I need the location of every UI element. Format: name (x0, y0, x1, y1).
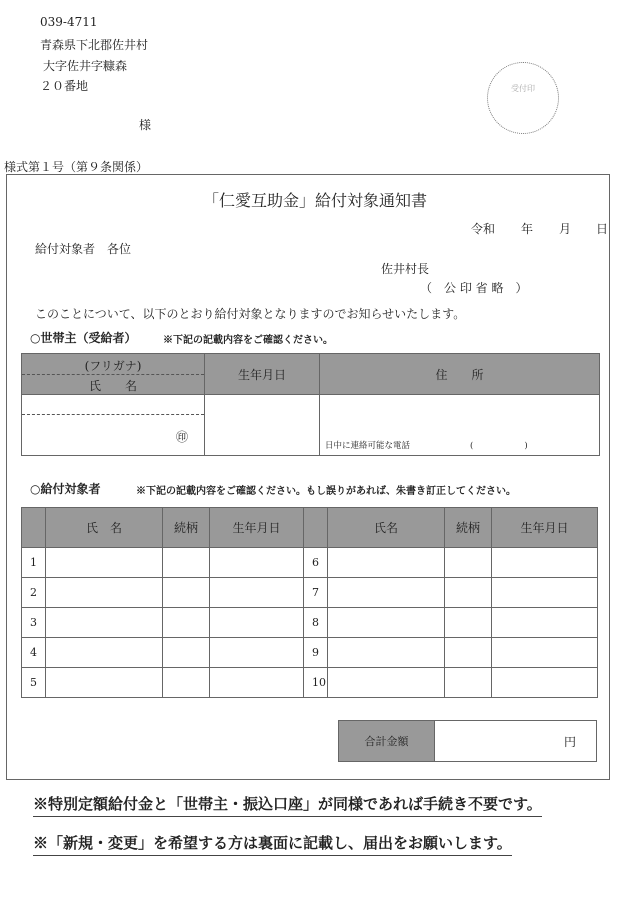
relation-cell[interactable] (445, 548, 492, 578)
relation-cell[interactable] (163, 668, 210, 698)
householder-heading: ○世帯主（受給者） (30, 331, 137, 345)
row-number: 6 (304, 548, 328, 578)
date-era: 令和 (471, 222, 496, 236)
relation-cell[interactable] (163, 578, 210, 608)
seal-mark: ㊞ (175, 430, 188, 444)
col-header-birthdate-left: 生年月日 (210, 508, 304, 548)
relation-cell[interactable] (445, 578, 492, 608)
phone-label: 日中に連絡可能な電話 (325, 441, 411, 451)
name-cell[interactable] (328, 638, 445, 668)
issuer-name: 佐井村長 (381, 262, 430, 276)
name-entry-cell[interactable] (22, 395, 205, 456)
row-number: 4 (22, 638, 46, 668)
address-line-2: 大字佐井字糠森 (43, 59, 128, 73)
address-header: 住 所 (320, 354, 600, 395)
relation-cell[interactable] (445, 608, 492, 638)
total-label: 合計金額 (339, 721, 435, 762)
beneficiaries-heading: ○給付対象者 (30, 482, 101, 496)
relation-cell[interactable] (445, 668, 492, 698)
birthdate-cell[interactable] (492, 638, 598, 668)
date-year: 年 (521, 222, 534, 236)
intro-text: このことについて、以下のとおり給付対象となりますのでお知らせいたします。 (35, 307, 466, 321)
col-header-relation-right: 続柄 (445, 508, 492, 548)
name-cell[interactable] (46, 668, 163, 698)
furigana-divider (22, 414, 204, 415)
table-row (22, 668, 598, 698)
form-number-label: 様式第１号（第９条関係） (4, 160, 149, 174)
row-number: 7 (304, 578, 328, 608)
householder-table (21, 353, 600, 456)
beneficiaries-table (21, 507, 598, 698)
reception-stamp-circle: 受付印 (487, 62, 559, 134)
birthdate-cell[interactable] (210, 548, 304, 578)
header-divider (22, 374, 204, 375)
name-cell[interactable] (46, 608, 163, 638)
householder-note: ※下記の記載内容をご確認ください。 (163, 335, 333, 346)
name-cell[interactable] (46, 548, 163, 578)
table-row (22, 638, 598, 668)
row-number: 9 (304, 638, 328, 668)
col-header-relation-left: 続柄 (163, 508, 210, 548)
relation-cell[interactable] (445, 638, 492, 668)
relation-cell[interactable] (163, 548, 210, 578)
birthdate-cell[interactable] (492, 548, 598, 578)
relation-cell[interactable] (163, 608, 210, 638)
birthdate-cell[interactable] (492, 668, 598, 698)
address-line-3: ２０番地 (40, 79, 89, 93)
name-cell[interactable] (46, 578, 163, 608)
seal-omitted-note: （ 公 印 省 略 ） (420, 281, 528, 295)
row-number: 5 (22, 668, 46, 698)
total-amount-table (338, 720, 597, 762)
total-amount-cell[interactable] (435, 721, 597, 762)
document-title: 「仁愛互助金」給付対象通知書 (202, 191, 427, 210)
col-header-birthdate-right: 生年月日 (492, 508, 598, 548)
name-cell[interactable] (328, 578, 445, 608)
birthdate-entry-cell[interactable] (205, 395, 320, 456)
currency-unit: 円 (563, 734, 576, 749)
birthdate-header: 生年月日 (205, 354, 320, 395)
birthdate-cell[interactable] (210, 638, 304, 668)
beneficiaries-note: ※下記の記載内容をご確認ください。もし誤りがあれば、朱書き訂正してください。 (136, 486, 516, 497)
col-header-name-right: 氏名 (328, 508, 445, 548)
phone-parentheses: ( ) (470, 441, 528, 451)
footer-note-2: ※「新規・変更」を希望する方は裏面に記載し、届出をお願いします。 (33, 832, 512, 856)
table-row (22, 548, 598, 578)
name-cell[interactable] (328, 548, 445, 578)
row-number: 10 (304, 668, 328, 698)
col-header-name-left: 氏 名 (46, 508, 163, 548)
table-row (22, 578, 598, 608)
honorific: 様 (139, 118, 152, 132)
relation-cell[interactable] (163, 638, 210, 668)
footer-note-1: ※特別定額給付金と「世帯主・振込口座」が同様であれば手続き不要です。 (33, 793, 542, 817)
col-header-no-right (304, 508, 328, 548)
row-number: 1 (22, 548, 46, 578)
row-number: 3 (22, 608, 46, 638)
birthdate-cell[interactable] (210, 668, 304, 698)
row-number: 2 (22, 578, 46, 608)
row-number: 8 (304, 608, 328, 638)
address-line-1: 青森県下北郡佐井村 (40, 38, 149, 52)
name-header-cell (22, 354, 205, 395)
name-cell[interactable] (46, 638, 163, 668)
postal-code: 039-4711 (40, 15, 98, 29)
addressee: 給付対象者 各位 (35, 242, 132, 256)
table-row (22, 608, 598, 638)
birthdate-cell[interactable] (492, 578, 598, 608)
name-cell[interactable] (328, 608, 445, 638)
birthdate-cell[interactable] (492, 608, 598, 638)
furigana-label: (フリガナ) (84, 359, 142, 373)
date-day: 日 (596, 222, 609, 236)
date-month: 月 (559, 222, 572, 236)
birthdate-cell[interactable] (210, 578, 304, 608)
name-label: 氏 名 (88, 379, 137, 393)
birthdate-cell[interactable] (210, 608, 304, 638)
col-header-no-left (22, 508, 46, 548)
address-entry-cell[interactable] (320, 395, 600, 456)
name-cell[interactable] (328, 668, 445, 698)
